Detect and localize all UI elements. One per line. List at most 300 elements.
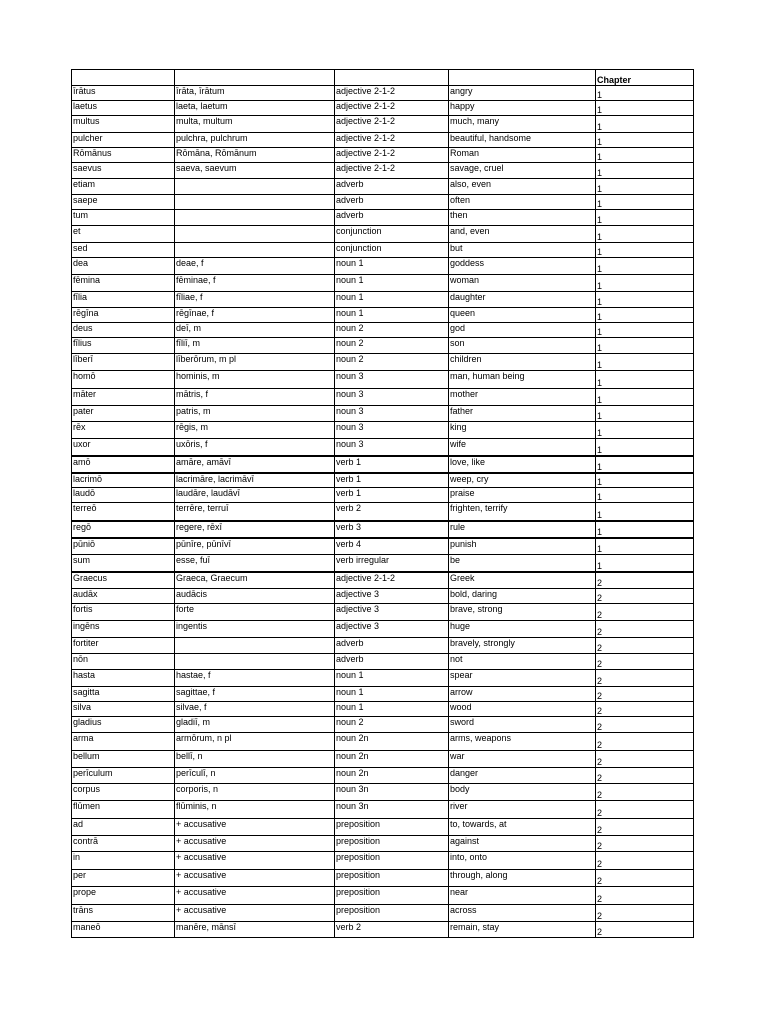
cell-forms[interactable]: fīliae, f [175,292,335,308]
cell-word[interactable]: tum [72,210,175,226]
cell-word[interactable]: contrā [72,836,175,852]
cell-meaning[interactable]: arms, weapons [449,733,596,751]
table-row [72,258,694,275]
cell-forms[interactable]: rēgīnae, f [175,308,335,323]
cell-meaning[interactable]: huge [449,621,596,638]
cell-pos[interactable]: noun 3 [335,422,449,439]
cell-chapter[interactable]: 1 [596,195,694,210]
cell-forms[interactable]: fēminae, f [175,275,335,292]
cell-word[interactable]: sagitta [72,687,175,702]
cell-meaning[interactable]: to, towards, at [449,819,596,836]
cell-forms[interactable]: Rōmāna, Rōmānum [175,148,335,163]
cell-chapter[interactable]: 1 [596,258,694,275]
cell-chapter[interactable]: 1 [596,488,694,503]
cell-meaning[interactable]: into, onto [449,852,596,870]
cell-meaning[interactable]: praise [449,488,596,503]
cell-chapter[interactable]: 2 [596,572,694,589]
cell-pos[interactable]: adjective 2-1-2 [335,116,449,133]
cell-pos[interactable]: verb irregular [335,555,449,572]
cell-chapter[interactable]: 1 [596,354,694,371]
cell-word[interactable]: fortiter [72,638,175,654]
cell-meaning[interactable]: war [449,751,596,768]
cell-pos[interactable]: noun 1 [335,275,449,292]
cell-forms[interactable]: + accusative [175,905,335,922]
cell-meaning[interactable]: body [449,784,596,801]
table-row [72,439,694,456]
cell-meaning[interactable]: beautiful, handsome [449,133,596,148]
cell-meaning[interactable]: frighten, terrify [449,503,596,521]
cell-pos[interactable]: adjective 3 [335,621,449,638]
cell-forms[interactable] [175,654,335,670]
cell-chapter[interactable]: 2 [596,670,694,687]
cell-word[interactable]: silva [72,702,175,717]
cell-chapter[interactable]: 1 [596,308,694,323]
cell-chapter[interactable]: 1 [596,538,694,555]
cell-pos[interactable]: noun 3n [335,784,449,801]
cell-chapter[interactable]: 1 [596,292,694,308]
cell-forms[interactable]: lacrimāre, lacrimāvī [175,473,335,488]
table-row [72,354,694,371]
cell-pos[interactable]: noun 3 [335,389,449,406]
cell-chapter[interactable]: 2 [596,751,694,768]
cell-meaning[interactable]: god [449,323,596,338]
table-row [72,473,694,488]
cell-chapter[interactable]: 2 [596,836,694,852]
cell-pos[interactable]: noun 1 [335,702,449,717]
cell-meaning[interactable]: man, human being [449,371,596,389]
cell-meaning[interactable]: daughter [449,292,596,308]
cell-meaning[interactable]: Roman [449,148,596,163]
table-row [72,86,694,101]
cell-chapter[interactable]: 1 [596,422,694,439]
cell-forms[interactable] [175,210,335,226]
cell-pos[interactable]: conjunction [335,243,449,258]
cell-word[interactable]: pulcher [72,133,175,148]
cell-word[interactable]: fīlius [72,338,175,354]
cell-forms[interactable]: + accusative [175,819,335,836]
cell-meaning[interactable]: across [449,905,596,922]
cell-pos[interactable]: preposition [335,852,449,870]
cell-word[interactable]: regō [72,521,175,538]
header-cell-meaning[interactable] [449,70,596,86]
cell-pos[interactable]: preposition [335,870,449,887]
cell-word[interactable]: gladius [72,717,175,733]
cell-pos[interactable]: noun 3 [335,406,449,422]
table-row [72,101,694,116]
cell-chapter[interactable]: 2 [596,768,694,784]
cell-word[interactable]: audāx [72,589,175,604]
cell-chapter[interactable]: 2 [596,801,694,819]
table-row [72,116,694,133]
cell-pos[interactable]: adjective 2-1-2 [335,133,449,148]
cell-forms[interactable] [175,226,335,243]
cell-pos[interactable]: noun 2 [335,717,449,733]
cell-meaning[interactable]: son [449,338,596,354]
cell-word[interactable]: Graecus [72,572,175,589]
cell-meaning[interactable]: often [449,195,596,210]
table-row [72,338,694,354]
cell-forms[interactable] [175,179,335,195]
cell-pos[interactable]: noun 3 [335,371,449,389]
cell-chapter[interactable]: 1 [596,275,694,292]
cell-word[interactable]: terreō [72,503,175,521]
cell-pos[interactable]: noun 2n [335,751,449,768]
cell-chapter[interactable]: 1 [596,371,694,389]
cell-word[interactable]: prope [72,887,175,905]
table-row [72,852,694,870]
cell-meaning[interactable]: king [449,422,596,439]
cell-chapter[interactable]: 2 [596,819,694,836]
table-row [72,422,694,439]
cell-chapter[interactable]: 2 [596,702,694,717]
cell-forms[interactable]: sagittae, f [175,687,335,702]
cell-chapter[interactable]: 2 [596,621,694,638]
cell-forms[interactable]: rēgis, m [175,422,335,439]
cell-forms[interactable]: + accusative [175,870,335,887]
cell-pos[interactable]: verb 4 [335,538,449,555]
table-row [72,195,694,210]
cell-word[interactable]: saepe [72,195,175,210]
cell-word[interactable]: deus [72,323,175,338]
cell-chapter[interactable]: 1 [596,389,694,406]
cell-pos[interactable]: adjective 2-1-2 [335,572,449,589]
cell-meaning[interactable]: woman [449,275,596,292]
cell-word[interactable]: laetus [72,101,175,116]
cell-meaning[interactable]: and, even [449,226,596,243]
cell-forms[interactable]: Graeca, Graecum [175,572,335,589]
table-row [72,801,694,819]
table-row [72,179,694,195]
cell-word[interactable]: fortis [72,604,175,621]
cell-word[interactable]: flūmen [72,801,175,819]
cell-forms[interactable]: pulchra, pulchrum [175,133,335,148]
cell-chapter[interactable]: 2 [596,870,694,887]
cell-forms[interactable]: + accusative [175,887,335,905]
cell-pos[interactable]: noun 1 [335,258,449,275]
cell-pos[interactable]: adverb [335,210,449,226]
cell-pos[interactable]: adverb [335,179,449,195]
cell-forms[interactable]: deī, m [175,323,335,338]
cell-pos[interactable]: verb 1 [335,473,449,488]
cell-pos[interactable]: adjective 3 [335,604,449,621]
table-row [72,243,694,258]
cell-forms[interactable]: armōrum, n pl [175,733,335,751]
cell-meaning[interactable]: much, many [449,116,596,133]
cell-pos[interactable]: noun 2 [335,338,449,354]
table-row [72,456,694,473]
cell-meaning[interactable]: love, like [449,456,596,473]
cell-chapter[interactable]: 1 [596,86,694,101]
cell-forms[interactable]: esse, fuī [175,555,335,572]
cell-pos[interactable]: noun 3n [335,801,449,819]
cell-forms[interactable]: fīliī, m [175,338,335,354]
cell-forms[interactable]: uxōris, f [175,439,335,456]
cell-pos[interactable]: adjective 2-1-2 [335,163,449,179]
cell-pos[interactable]: adjective 2-1-2 [335,86,449,101]
cell-chapter[interactable]: 2 [596,733,694,751]
cell-word[interactable]: Rōmānus [72,148,175,163]
cell-pos[interactable]: noun 2 [335,323,449,338]
table-row [72,503,694,521]
cell-word[interactable]: arma [72,733,175,751]
cell-pos[interactable]: preposition [335,819,449,836]
cell-word[interactable]: etiam [72,179,175,195]
cell-forms[interactable]: + accusative [175,852,335,870]
cell-word[interactable]: sum [72,555,175,572]
cell-chapter[interactable]: 1 [596,503,694,521]
cell-pos[interactable]: verb 2 [335,922,449,938]
cell-pos[interactable]: noun 2n [335,768,449,784]
cell-forms[interactable] [175,243,335,258]
table-row [72,621,694,638]
cell-forms[interactable]: + accusative [175,836,335,852]
cell-pos[interactable]: adjective 2-1-2 [335,101,449,116]
cell-meaning[interactable]: mother [449,389,596,406]
cell-chapter[interactable]: 1 [596,226,694,243]
cell-word[interactable]: ingēns [72,621,175,638]
cell-word[interactable]: per [72,870,175,887]
cell-pos[interactable]: noun 1 [335,308,449,323]
cell-forms[interactable]: forte [175,604,335,621]
cell-word[interactable]: lacrimō [72,473,175,488]
cell-meaning[interactable]: children [449,354,596,371]
cell-meaning[interactable]: angry [449,86,596,101]
cell-forms[interactable] [175,638,335,654]
cell-meaning[interactable]: river [449,801,596,819]
table-row [72,148,694,163]
table-row [72,604,694,621]
cell-forms[interactable]: hominis, m [175,371,335,389]
cell-meaning[interactable]: then [449,210,596,226]
cell-forms[interactable]: mātris, f [175,389,335,406]
table-row [72,768,694,784]
cell-chapter[interactable]: 1 [596,338,694,354]
cell-chapter[interactable]: 1 [596,406,694,422]
cell-chapter[interactable]: 1 [596,456,694,473]
cell-forms[interactable]: audācis [175,589,335,604]
cell-word[interactable]: hasta [72,670,175,687]
header-cell-chapter[interactable]: Chapter [596,70,694,86]
spreadsheet [71,69,694,938]
cell-meaning[interactable]: Greek [449,572,596,589]
cell-chapter[interactable]: 1 [596,473,694,488]
cell-pos[interactable]: preposition [335,836,449,852]
header-cell-forms[interactable] [175,70,335,86]
cell-meaning[interactable]: against [449,836,596,852]
cell-chapter[interactable]: 1 [596,243,694,258]
cell-word[interactable]: dea [72,258,175,275]
cell-chapter[interactable]: 2 [596,638,694,654]
cell-meaning[interactable]: also, even [449,179,596,195]
cell-word[interactable]: et [72,226,175,243]
cell-forms[interactable]: ingentis [175,621,335,638]
cell-forms[interactable]: patris, m [175,406,335,422]
cell-meaning[interactable]: goddess [449,258,596,275]
cell-word[interactable]: īrātus [72,86,175,101]
cell-forms[interactable]: flūminis, n [175,801,335,819]
cell-forms[interactable]: multa, multum [175,116,335,133]
cell-forms[interactable] [175,195,335,210]
cell-forms[interactable]: līberōrum, m pl [175,354,335,371]
table-row [72,870,694,887]
cell-word[interactable]: homō [72,371,175,389]
table-row [72,819,694,836]
cell-meaning[interactable]: bold, daring [449,589,596,604]
cell-meaning[interactable]: sword [449,717,596,733]
header-cell-word[interactable] [72,70,175,86]
cell-meaning[interactable]: queen [449,308,596,323]
cell-pos[interactable]: adverb [335,638,449,654]
table-row [72,905,694,922]
cell-word[interactable]: fēmina [72,275,175,292]
cell-forms[interactable]: īrāta, īrātum [175,86,335,101]
table-row [72,572,694,589]
cell-chapter[interactable]: 1 [596,101,694,116]
cell-forms[interactable]: regere, rēxī [175,521,335,538]
cell-word[interactable]: saevus [72,163,175,179]
cell-forms[interactable]: pūnīre, pūnīvī [175,538,335,555]
cell-pos[interactable]: noun 2 [335,354,449,371]
cell-forms[interactable]: gladiī, m [175,717,335,733]
cell-forms[interactable]: manēre, mānsī [175,922,335,938]
cell-pos[interactable]: preposition [335,905,449,922]
cell-chapter[interactable]: 2 [596,589,694,604]
cell-word[interactable]: sed [72,243,175,258]
header-row [72,70,694,86]
cell-chapter[interactable]: 1 [596,179,694,195]
cell-meaning[interactable]: brave, strong [449,604,596,621]
cell-pos[interactable]: adjective 3 [335,589,449,604]
cell-pos[interactable]: verb 1 [335,488,449,503]
cell-pos[interactable]: verb 2 [335,503,449,521]
cell-word[interactable]: ad [72,819,175,836]
cell-forms[interactable]: laeta, laetum [175,101,335,116]
cell-meaning[interactable]: not [449,654,596,670]
cell-chapter[interactable]: 2 [596,922,694,938]
cell-meaning[interactable]: wood [449,702,596,717]
cell-forms[interactable]: deae, f [175,258,335,275]
table-row [72,733,694,751]
cell-forms[interactable]: bellī, n [175,751,335,768]
table-row [72,555,694,572]
cell-meaning[interactable]: remain, stay [449,922,596,938]
cell-pos[interactable]: noun 1 [335,670,449,687]
header-cell-pos[interactable] [335,70,449,86]
cell-word[interactable]: pūniō [72,538,175,555]
cell-meaning[interactable]: but [449,243,596,258]
cell-chapter[interactable]: 2 [596,887,694,905]
cell-pos[interactable]: noun 1 [335,687,449,702]
cell-word[interactable]: māter [72,389,175,406]
cell-chapter[interactable]: 1 [596,163,694,179]
cell-pos[interactable]: noun 1 [335,292,449,308]
cell-word[interactable]: rēx [72,422,175,439]
cell-word[interactable]: līberī [72,354,175,371]
cell-pos[interactable]: preposition [335,887,449,905]
cell-word[interactable]: uxor [72,439,175,456]
cell-pos[interactable]: verb 3 [335,521,449,538]
table-row [72,163,694,179]
cell-forms[interactable]: corporis, n [175,784,335,801]
cell-chapter[interactable]: 1 [596,439,694,456]
cell-word[interactable]: corpus [72,784,175,801]
cell-meaning[interactable]: happy [449,101,596,116]
cell-meaning[interactable]: arrow [449,687,596,702]
cell-forms[interactable]: amāre, amāvī [175,456,335,473]
cell-chapter[interactable]: 1 [596,133,694,148]
cell-pos[interactable]: noun 3 [335,439,449,456]
cell-word[interactable]: bellum [72,751,175,768]
cell-chapter[interactable]: 1 [596,323,694,338]
cell-chapter[interactable]: 1 [596,116,694,133]
cell-chapter[interactable]: 2 [596,852,694,870]
cell-chapter[interactable]: 1 [596,210,694,226]
cell-word[interactable]: rēgīna [72,308,175,323]
cell-word[interactable]: fīlia [72,292,175,308]
table-row [72,784,694,801]
cell-meaning[interactable]: punish [449,538,596,555]
cell-chapter[interactable]: 2 [596,654,694,670]
table-row [72,836,694,852]
cell-word[interactable]: in [72,852,175,870]
cell-meaning[interactable]: near [449,887,596,905]
cell-chapter[interactable]: 2 [596,784,694,801]
cell-forms[interactable]: terrēre, terruī [175,503,335,521]
cell-chapter[interactable]: 2 [596,604,694,621]
table-row [72,308,694,323]
cell-pos[interactable]: adverb [335,195,449,210]
cell-word[interactable]: amō [72,456,175,473]
cell-meaning[interactable]: through, along [449,870,596,887]
cell-chapter[interactable]: 1 [596,521,694,538]
cell-forms[interactable]: laudāre, laudāvī [175,488,335,503]
cell-meaning[interactable]: bravely, strongly [449,638,596,654]
cell-chapter[interactable]: 2 [596,905,694,922]
cell-pos[interactable]: verb 1 [335,456,449,473]
cell-word[interactable]: laudō [72,488,175,503]
cell-forms[interactable]: saeva, saevum [175,163,335,179]
table-row [72,371,694,389]
cell-word[interactable]: perīculum [72,768,175,784]
cell-meaning[interactable]: savage, cruel [449,163,596,179]
cell-word[interactable]: multus [72,116,175,133]
cell-meaning[interactable]: rule [449,521,596,538]
cell-forms[interactable]: hastae, f [175,670,335,687]
cell-word[interactable]: nōn [72,654,175,670]
table-row [72,538,694,555]
cell-meaning[interactable]: weep, cry [449,473,596,488]
cell-forms[interactable]: perīculī, n [175,768,335,784]
cell-pos[interactable]: adverb [335,654,449,670]
cell-meaning[interactable]: danger [449,768,596,784]
cell-chapter[interactable]: 1 [596,148,694,163]
cell-meaning[interactable]: be [449,555,596,572]
cell-pos[interactable]: conjunction [335,226,449,243]
cell-pos[interactable]: noun 2n [335,733,449,751]
cell-chapter[interactable]: 2 [596,687,694,702]
cell-word[interactable]: trāns [72,905,175,922]
cell-chapter[interactable]: 2 [596,717,694,733]
cell-word[interactable]: pater [72,406,175,422]
cell-pos[interactable]: adjective 2-1-2 [335,148,449,163]
cell-meaning[interactable]: wife [449,439,596,456]
cell-meaning[interactable]: father [449,406,596,422]
cell-word[interactable]: maneō [72,922,175,938]
cell-forms[interactable]: silvae, f [175,702,335,717]
cell-chapter[interactable]: 1 [596,555,694,572]
cell-meaning[interactable]: spear [449,670,596,687]
table-row [72,717,694,733]
